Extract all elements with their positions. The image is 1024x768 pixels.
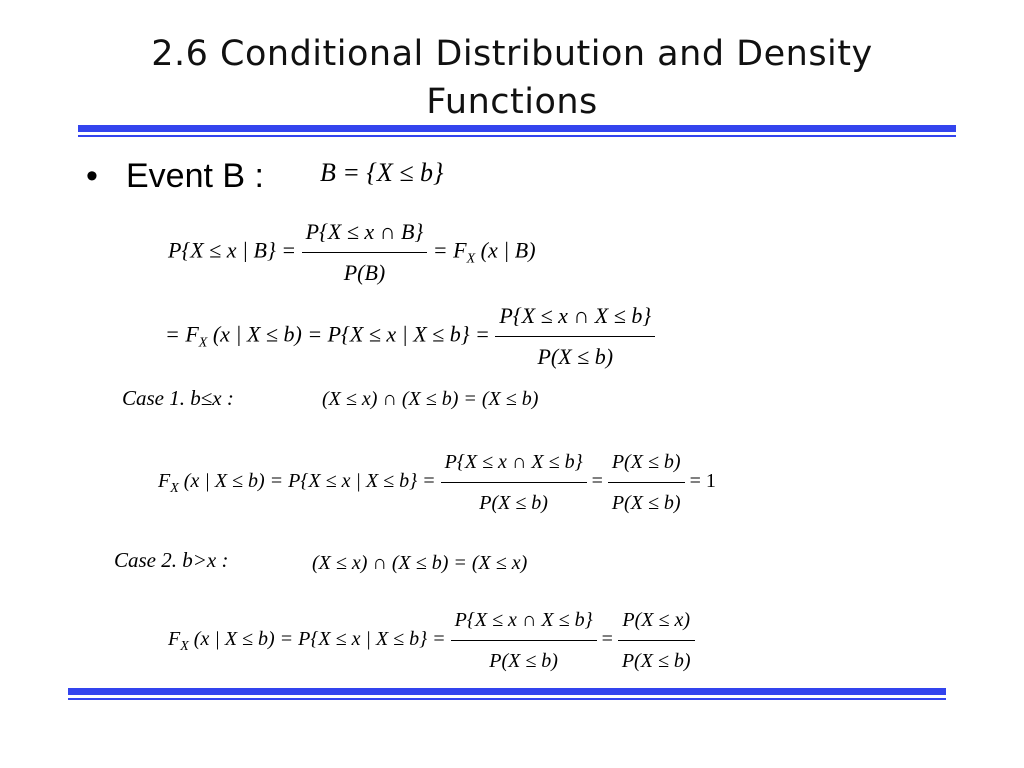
event-b-definition: B = {X ≤ b} [320,158,444,187]
eq2-lhs-prefix: = F [165,321,199,347]
equation-2 [165,302,655,371]
top-rule-thin [78,135,956,137]
slide-title-line1: 2.6 Conditional Distribution and Density [151,34,873,74]
bottom-rule-thin [68,698,946,700]
bullet-event-b [86,154,264,198]
case2-frac2-numerator: P(X ≤ x) [618,606,695,641]
case1-equation [158,448,716,517]
eq2-fraction [495,302,655,371]
slide-title-line2: Functions [426,82,598,122]
case1-result: = 1 [689,470,716,493]
eq2-lhs-suffix: (x | X ≤ b) = P{X ≤ x | X ≤ b} = [207,321,490,347]
case1-lhs-prefix: F [158,470,171,493]
case1-frac2-denominator: P(X ≤ b) [611,492,681,514]
case1-lhs-subscript: X [170,481,179,497]
top-rule-thick [78,125,956,132]
eq1-rhs-subscript: X [466,251,476,267]
case1-set-relation: (X ≤ x) ∩ (X ≤ b) = (X ≤ b) [322,388,539,410]
case2-frac1-numerator: P{X ≤ x ∩ X ≤ b} [451,606,597,641]
eq1-rhs-prefix: = F [432,237,467,263]
case1-lhs-suffix: (x | X ≤ b) = P{X ≤ x | X ≤ b} = [178,470,436,493]
case1-eq-sign: = [591,470,603,493]
bullet-label: Event B : [126,157,264,195]
case2-fraction-2 [618,606,695,675]
eq1-fraction [302,218,428,287]
case2-frac1-denominator: P(X ≤ b) [489,650,558,672]
eq2-lhs-subscript: X [198,335,208,351]
eq2-denominator: P(X ≤ b) [537,344,614,369]
eq1-denominator: P(B) [343,260,386,285]
equation-1 [168,218,536,287]
case1-fraction-1 [441,448,587,517]
case1-frac1-numerator: P{X ≤ x ∩ X ≤ b} [441,448,587,483]
case2-set-relation: (X ≤ x) ∩ (X ≤ b) = (X ≤ x) [312,552,528,574]
case1-fraction-2 [608,448,685,517]
case2-equation [168,606,695,675]
case2-lhs-suffix: (x | X ≤ b) = P{X ≤ x | X ≤ b} = [188,628,446,651]
eq2-numerator: P{X ≤ x ∩ X ≤ b} [495,302,655,337]
bottom-rule-thick [68,688,946,695]
case2-frac2-denominator: P(X ≤ b) [621,650,691,672]
slide-title [60,30,964,126]
case1-frac2-numerator: P(X ≤ b) [608,448,685,483]
case1-frac1-denominator: P(X ≤ b) [479,492,548,514]
case2-eq-sign: = [601,628,613,651]
case2-label: Case 2. b>x : [114,548,229,572]
case2-fraction-1 [451,606,597,675]
case2-lhs-subscript: X [180,639,189,655]
eq1-numerator: P{X ≤ x ∩ B} [302,218,428,253]
case2-lhs-prefix: F [168,628,181,651]
case1-label: Case 1. b≤x : [122,386,234,410]
eq1-rhs-suffix: (x | B) [475,237,536,263]
eq1-lhs: P{X ≤ x | B} = [168,237,297,263]
bullet-dot-icon: • [86,157,98,195]
